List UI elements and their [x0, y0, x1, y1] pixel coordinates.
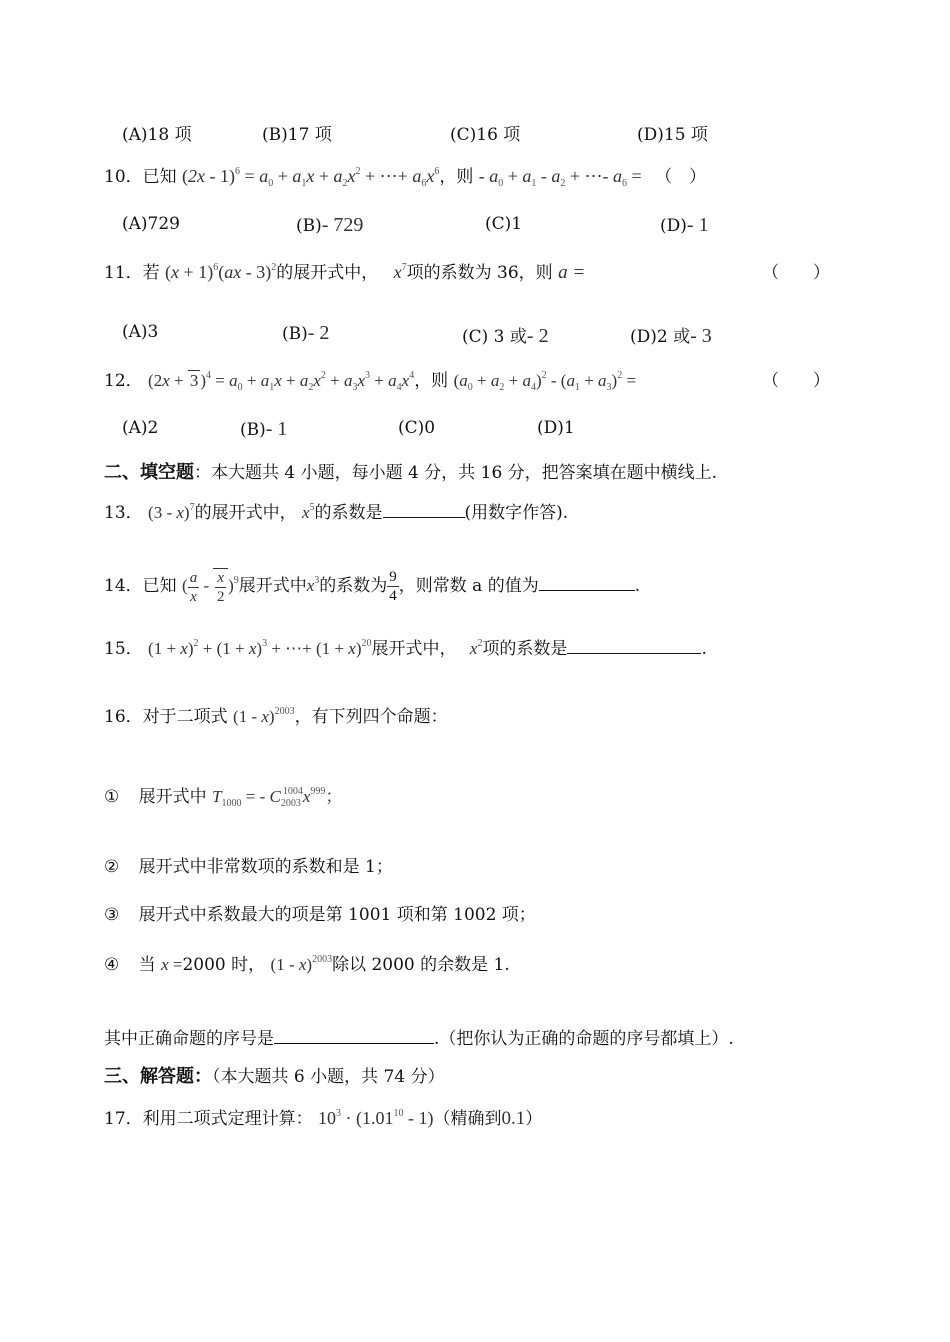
q10-option-a: (A)729	[122, 214, 180, 234]
answer-blank[interactable]	[274, 1029, 434, 1044]
question-14	[104, 568, 640, 606]
question-11	[104, 258, 585, 284]
question-16	[104, 702, 448, 727]
prop-marker: ③	[104, 905, 120, 925]
formula: $(1 + x)^2 + (1 + x)^3$ + ⋯+ $(1 + x)^{20}$	[148, 638, 372, 658]
answer-lead: 其中正确命题的序号是	[104, 1029, 274, 1049]
question-13	[104, 498, 568, 523]
prop-lead: 当	[138, 955, 156, 975]
section-desc: ：本大题共 4 小题，每小题 4 分，共 16 分，把答案填在题中横线上.	[194, 463, 718, 483]
question-mid3: ，则常数 a 的值为	[398, 576, 539, 596]
q12-option-d: (D)1	[537, 418, 575, 438]
q9-option-c: (C)16 项	[450, 125, 521, 145]
formula-target: - $a_0 + a_1 - a_2$ + ⋯- $a_6$ =	[478, 166, 642, 189]
question-number: 11．	[104, 263, 143, 283]
proposition-1	[104, 782, 342, 807]
prop-text: 展开式中系数最大的项是第 1001 项和第 1002 项；	[138, 905, 536, 925]
formula: (1 - x)$^{2003}$	[233, 706, 295, 726]
formula: x =	[161, 955, 183, 974]
proposition-4	[104, 950, 510, 975]
question-number: 12．	[104, 371, 143, 391]
formula: (3 - x)$^7$	[148, 502, 195, 522]
formula: $(2x - 1)^6 = a_0 + a_1x + a_2x^2$ + ⋯+ $a_6x^6$	[182, 166, 440, 189]
q11-option-c: (C) 3 或- 2	[462, 325, 549, 347]
q11-option-b: (B)- 2	[282, 322, 330, 344]
x2-term: $x^2$	[469, 638, 483, 658]
q12-option-a: (A)2	[122, 418, 159, 438]
question-mid2: 项的系数是	[482, 639, 568, 659]
q11-answer-paren: （ ）	[762, 263, 830, 283]
precision-end: ）	[525, 1109, 543, 1129]
prop-marker: ①	[104, 787, 120, 807]
q10-option-d: (D)- 1	[660, 214, 709, 236]
x7-term: $x^7$	[393, 262, 407, 282]
proposition-2	[104, 852, 393, 877]
answer-paren: （ ）	[655, 167, 707, 187]
formula: ( $\frac{a}{x}$ - $\frac{x}{2}$ )$^9$	[182, 569, 239, 606]
prop-text: 展开式中	[138, 787, 207, 807]
formula-target: $(a_0 + a_2 + a_4)^2 - (a_1 + a_3)^2$ =	[453, 370, 637, 393]
answer-blank[interactable]	[539, 576, 635, 591]
precision-value: 0.1	[501, 1108, 526, 1129]
q9-option-b: (B)17 项	[262, 125, 332, 145]
fraction-9-4: $\frac{9}{4}$	[389, 569, 397, 604]
q11-option-d: (D)2 或- 3	[630, 325, 712, 347]
question-mid: 展开式中，	[371, 639, 457, 659]
q16-answer-line	[104, 1024, 734, 1049]
answer-blank[interactable]	[567, 639, 701, 654]
prop-marker: ②	[104, 857, 120, 877]
answer-blank[interactable]	[383, 503, 465, 518]
a-equals: a =	[558, 262, 586, 283]
section-title: 二、填空题	[104, 462, 194, 483]
question-lead: 已知	[142, 167, 177, 187]
proposition-3	[104, 900, 536, 925]
answer-tail: .（把你认为正确的命题的序号都填上）.	[434, 1029, 734, 1049]
section-desc: （本大题共 6 小题，共 74 分）	[212, 1067, 445, 1087]
question-15	[104, 634, 707, 659]
formula: $T_{1000}$ = - $C_{2003}^{1004}x^{999}$；	[212, 786, 343, 809]
x5-term: $x^5$	[302, 502, 315, 522]
formula: $10^3 \cdot (1.01^{10} - 1)$	[318, 1108, 434, 1128]
question-mid: 的展开式中，	[276, 263, 379, 283]
x3-term: $x^3$	[306, 575, 320, 595]
question-mid2: 的系数是	[314, 503, 383, 523]
question-after: ，则	[414, 371, 449, 391]
question-number: 17．	[104, 1109, 143, 1129]
prop-marker: ④	[104, 955, 120, 975]
question-lead: 利用二项式定理计算：	[142, 1109, 313, 1129]
q9-option-a: (A)18 项	[122, 125, 192, 145]
question-number: 14．	[104, 576, 143, 596]
question-mid2: 的系数为	[319, 576, 388, 596]
question-12	[104, 366, 636, 391]
formula: (2x + 3 )$^4 = a_0 + a_1x + a_2x^2 + a_3x^3 + a_4x^4$	[148, 370, 415, 393]
question-lead: 对于二项式	[142, 707, 228, 727]
q10-option-c: (C)1	[485, 214, 523, 234]
question-number: 10．	[104, 167, 143, 187]
prop-mid: 2000 时，	[182, 955, 266, 975]
formula: $(x + 1)^6(ax - 3)^2$	[165, 262, 277, 282]
formula-2: (1 - x)$^{2003}$	[270, 954, 333, 974]
question-number: 16．	[104, 707, 143, 727]
q9-option-d: (D)15 项	[637, 125, 708, 145]
q10-option-b: (B)- 729	[296, 214, 364, 236]
question-10	[104, 162, 706, 187]
question-after: ，则	[439, 167, 474, 187]
section-2-heading	[104, 458, 717, 484]
question-number: 15．	[104, 639, 143, 659]
question-17	[104, 1104, 542, 1130]
q12-answer-paren: （ ）	[762, 371, 830, 391]
question-tail: .	[634, 576, 641, 596]
q11-option-a: (A)3	[122, 322, 159, 342]
question-number: 13．	[104, 503, 143, 523]
question-lead: 若	[142, 263, 160, 283]
section-3-heading	[104, 1062, 445, 1088]
question-tail: .	[701, 639, 707, 659]
question-tail: (用数字作答).	[464, 503, 569, 523]
question-mid2: 项的系数为 36，则	[406, 263, 553, 283]
q12-option-b: (B)- 1	[240, 418, 288, 440]
prop-text: 展开式中非常数项的系数和是 1；	[138, 857, 393, 877]
question-lead: 已知	[142, 576, 177, 596]
question-mid: 的展开式中，	[194, 503, 297, 523]
q12-option-c: (C)0	[398, 418, 436, 438]
question-mid: ，有下列四个命题：	[294, 707, 448, 727]
precision-lead: （精确到	[433, 1109, 502, 1129]
prop-tail: 除以 2000 的余数是 1.	[332, 955, 510, 975]
section-title: 三、解答题：	[104, 1066, 212, 1087]
question-mid: 展开式中	[238, 576, 307, 596]
